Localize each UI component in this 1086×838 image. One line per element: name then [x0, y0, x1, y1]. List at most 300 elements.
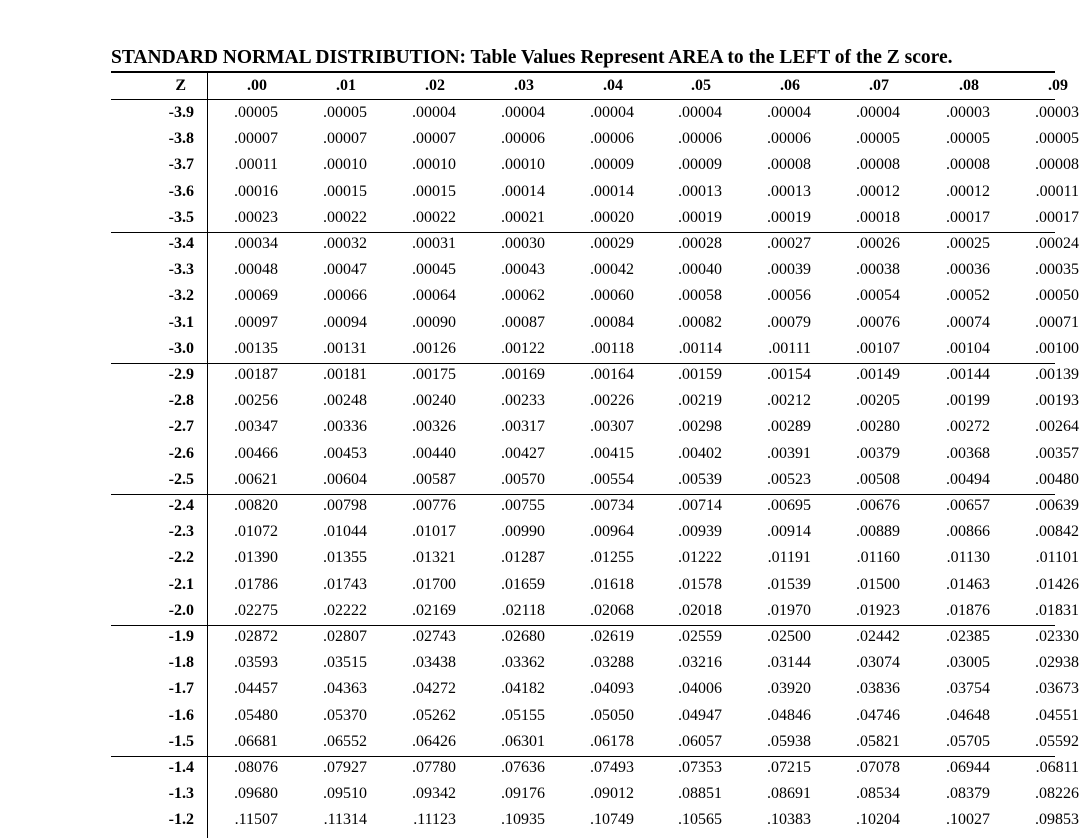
table-cell: .00040	[678, 261, 722, 279]
table-cell: .00298	[678, 418, 722, 436]
table-cell: .04457	[234, 680, 278, 698]
table-cell: .00003	[946, 104, 990, 121]
table-cell: .00914	[767, 523, 811, 541]
table-cell: .00005	[1035, 130, 1079, 148]
z-score-label: -1.8	[168, 654, 194, 672]
z-score-label: -2.3	[168, 523, 194, 541]
table-cell: .03754	[946, 680, 990, 698]
group-divider	[111, 363, 1055, 364]
table-cell: .01072	[234, 523, 278, 541]
table-cell: .00144	[946, 366, 990, 383]
table-cell: .00004	[590, 104, 634, 121]
table-cell: .00219	[678, 392, 722, 410]
table-cell: .00006	[678, 130, 722, 148]
table-cell: .00004	[767, 104, 811, 121]
table-cell: .00336	[323, 418, 367, 436]
table-cell: .09012	[590, 785, 634, 803]
table-cell: .00604	[323, 470, 367, 488]
table-cell: .02743	[412, 628, 456, 645]
table-cell: .00494	[946, 470, 990, 488]
table-cell: .02680	[501, 628, 545, 645]
table-cell: .00090	[412, 313, 456, 331]
table-cell: .10565	[678, 811, 722, 829]
table-cell: .00149	[856, 366, 900, 383]
table-cell: .00013	[767, 182, 811, 200]
z-score-label: -1.4	[168, 759, 194, 776]
table-cell: .06057	[678, 732, 722, 750]
table-cell: .00007	[234, 130, 278, 148]
table-cell: .00056	[767, 287, 811, 305]
table-cell: .00094	[323, 313, 367, 331]
z-score-label: -2.7	[168, 418, 194, 436]
group-divider	[111, 232, 1055, 233]
table-cell: .00009	[678, 156, 722, 174]
table-cell: .04006	[678, 680, 722, 698]
table-cell: .00289	[767, 418, 811, 436]
table-cell: .00169	[501, 366, 545, 383]
table-cell: .00317	[501, 418, 545, 436]
table-cell: .11507	[234, 811, 278, 829]
table-cell: .00135	[234, 339, 278, 357]
table-cell: .00889	[856, 523, 900, 541]
table-cell: .07636	[501, 759, 545, 776]
table-cell: .00005	[856, 130, 900, 148]
z-score-label: -2.2	[168, 549, 194, 567]
z-score-label: -3.2	[168, 287, 194, 305]
table-cell: .00010	[323, 156, 367, 174]
table-cell: .00017	[1035, 208, 1079, 226]
table-cell: .00126	[412, 339, 456, 357]
table-cell: .01700	[412, 575, 456, 593]
table-cell: .01539	[767, 575, 811, 593]
table-cell: .00015	[323, 182, 367, 200]
table-cell: .00104	[946, 339, 990, 357]
table-cell: .05050	[590, 706, 634, 724]
group-divider	[111, 625, 1055, 626]
table-cell: .00034	[234, 235, 278, 252]
table-cell: .00006	[501, 130, 545, 148]
table-cell: .06178	[590, 732, 634, 750]
table-cell: .03920	[767, 680, 811, 698]
z-score-label: -3.5	[168, 208, 194, 226]
table-cell: .01017	[412, 523, 456, 541]
table-cell: .04746	[856, 706, 900, 724]
table-cell: .00695	[767, 497, 811, 514]
table-cell: .00004	[856, 104, 900, 121]
table-cell: .00015	[412, 182, 456, 200]
table-cell: .09853	[1035, 811, 1079, 829]
table-cell: .01970	[767, 601, 811, 619]
table-cell: .06811	[1035, 759, 1079, 776]
table-cell: .00114	[678, 339, 722, 357]
table-cell: .00066	[323, 287, 367, 305]
table-cell: .02018	[678, 601, 722, 619]
table-cell: .00159	[678, 366, 722, 383]
table-cell: .05155	[501, 706, 545, 724]
table-cell: .00028	[678, 235, 722, 252]
table-cell: .08226	[1035, 785, 1079, 803]
table-cell: .01743	[323, 575, 367, 593]
table-cell: .00554	[590, 470, 634, 488]
table-cell: .01786	[234, 575, 278, 593]
table-cell: .00233	[501, 392, 545, 410]
table-cell: .04272	[412, 680, 456, 698]
table-cell: .00676	[856, 497, 900, 514]
table-cell: .01321	[412, 549, 456, 567]
table-cell: .00005	[323, 104, 367, 121]
table-cell: .05705	[946, 732, 990, 750]
table-cell: .00018	[856, 208, 900, 226]
table-cell: .00012	[856, 182, 900, 200]
table-cell: .02118	[501, 601, 545, 619]
column-header: .03	[514, 77, 534, 94]
table-cell: .11314	[323, 811, 367, 829]
column-header: .01	[336, 77, 356, 94]
table-cell: .10027	[946, 811, 990, 829]
table-cell: .01390	[234, 549, 278, 567]
table-cell: .00004	[678, 104, 722, 121]
table-cell: .02872	[234, 628, 278, 645]
table-cell: .00004	[412, 104, 456, 121]
table-cell: .01101	[1035, 549, 1079, 567]
table-cell: .07780	[412, 759, 456, 776]
table-cell: .01255	[590, 549, 634, 567]
column-header: .05	[691, 77, 711, 94]
table-cell: .00014	[590, 182, 634, 200]
table-cell: .10749	[590, 811, 634, 829]
table-cell: .00226	[590, 392, 634, 410]
table-cell: .00052	[946, 287, 990, 305]
z-score-label: -1.2	[168, 811, 194, 829]
table-cell: .03362	[501, 654, 545, 672]
table-cell: .01578	[678, 575, 722, 593]
table-cell: .04093	[590, 680, 634, 698]
table-cell: .03438	[412, 654, 456, 672]
table-cell: .06301	[501, 732, 545, 750]
table-cell: .00003	[1035, 104, 1079, 121]
table-cell: .00054	[856, 287, 900, 305]
table-cell: .00193	[1035, 392, 1079, 410]
table-cell: .04363	[323, 680, 367, 698]
table-cell: .00755	[501, 497, 545, 514]
table-cell: .00100	[1035, 339, 1079, 357]
table-cell: .04947	[678, 706, 722, 724]
table-cell: .00820	[234, 497, 278, 514]
table-cell: .02222	[323, 601, 367, 619]
table-cell: .04182	[501, 680, 545, 698]
table-cell: .00042	[590, 261, 634, 279]
table-cell: .00111	[768, 339, 811, 357]
table-cell: .03216	[678, 654, 722, 672]
table-cell: .00621	[234, 470, 278, 488]
table-cell: .01426	[1035, 575, 1079, 593]
column-header: .09	[1048, 77, 1068, 94]
table-cell: .03288	[590, 654, 634, 672]
table-cell: .04846	[767, 706, 811, 724]
table-cell: .00062	[501, 287, 545, 305]
table-cell: .01618	[590, 575, 634, 593]
table-cell: .00264	[1035, 418, 1079, 436]
table-cell: .00076	[856, 313, 900, 331]
table-cell: .06552	[323, 732, 367, 750]
table-cell: .08534	[856, 785, 900, 803]
table-cell: .00043	[501, 261, 545, 279]
table-cell: .05938	[767, 732, 811, 750]
table-cell: .00357	[1035, 444, 1079, 462]
z-score-label: -3.0	[168, 339, 194, 357]
table-cell: .06681	[234, 732, 278, 750]
table-cell: .00060	[590, 287, 634, 305]
table-cell: .09342	[412, 785, 456, 803]
table-cell: .00014	[501, 182, 545, 200]
table-cell: .00032	[323, 235, 367, 252]
table-cell: .00035	[1035, 261, 1079, 279]
z-column-header: Z	[175, 77, 186, 94]
table-cell: .00508	[856, 470, 900, 488]
table-cell: .05592	[1035, 732, 1079, 750]
table-cell: .07927	[323, 759, 367, 776]
table-cell: .01287	[501, 549, 545, 567]
table-cell: .00866	[946, 523, 990, 541]
table-cell: .01500	[856, 575, 900, 593]
table-cell: .03005	[946, 654, 990, 672]
column-header: .06	[780, 77, 800, 94]
table-cell: .00466	[234, 444, 278, 462]
table-cell: .00022	[412, 208, 456, 226]
table-title: STANDARD NORMAL DISTRIBUTION: Table Values Represent AREA to the LEFT of the Z score.	[111, 47, 953, 68]
z-score-label: -3.1	[168, 313, 194, 331]
table-cell: .00031	[412, 235, 456, 252]
table-cell: .00212	[767, 392, 811, 410]
table-cell: .10935	[501, 811, 545, 829]
table-cell: .00011	[1035, 182, 1079, 200]
table-cell: .02385	[946, 628, 990, 645]
table-cell: .03673	[1035, 680, 1079, 698]
table-cell: .00064	[412, 287, 456, 305]
table-cell: .00017	[946, 208, 990, 226]
table-cell: .00939	[678, 523, 722, 541]
z-score-label: -3.7	[168, 156, 194, 174]
table-cell: .01044	[323, 523, 367, 541]
table-cell: .00027	[767, 235, 811, 252]
table-cell: .00139	[1035, 366, 1079, 383]
table-cell: .00007	[323, 130, 367, 148]
table-cell: .01160	[856, 549, 900, 567]
table-cell: .08379	[946, 785, 990, 803]
table-cell: .00082	[678, 313, 722, 331]
table-cell: .09510	[323, 785, 367, 803]
header-rule	[111, 99, 1055, 100]
table-cell: .07353	[678, 759, 722, 776]
table-cell: .00368	[946, 444, 990, 462]
table-cell: .02068	[590, 601, 634, 619]
table-cell: .01463	[946, 575, 990, 593]
z-score-label: -1.3	[168, 785, 194, 803]
table-cell: .00011	[234, 156, 278, 174]
table-cell: .00776	[412, 497, 456, 514]
table-cell: .00131	[323, 339, 367, 357]
z-score-label: -2.1	[168, 575, 194, 593]
column-header: .08	[959, 77, 979, 94]
table-cell: .00256	[234, 392, 278, 410]
z-score-label: -3.4	[168, 235, 194, 252]
table-cell: .00964	[590, 523, 634, 541]
table-cell: .00012	[946, 182, 990, 200]
column-header: .07	[869, 77, 889, 94]
table-cell: .06426	[412, 732, 456, 750]
table-cell: .05262	[412, 706, 456, 724]
table-cell: .00118	[590, 339, 634, 357]
table-cell: .00005	[234, 104, 278, 121]
table-cell: .00326	[412, 418, 456, 436]
table-cell: .00154	[767, 366, 811, 383]
table-cell: .06944	[946, 759, 990, 776]
table-cell: .00570	[501, 470, 545, 488]
table-cell: .02619	[590, 628, 634, 645]
table-cell: .00005	[946, 130, 990, 148]
table-cell: .01191	[767, 549, 811, 567]
table-cell: .00008	[946, 156, 990, 174]
z-score-label: -2.9	[168, 366, 194, 383]
table-cell: .00402	[678, 444, 722, 462]
table-cell: .00087	[501, 313, 545, 331]
table-cell: .00307	[590, 418, 634, 436]
table-cell: .00006	[767, 130, 811, 148]
z-score-label: -3.6	[168, 182, 194, 200]
table-cell: .00006	[590, 130, 634, 148]
table-cell: .00205	[856, 392, 900, 410]
table-cell: .08076	[234, 759, 278, 776]
table-cell: .00013	[678, 182, 722, 200]
table-cell: .09680	[234, 785, 278, 803]
z-score-label: -2.8	[168, 392, 194, 410]
table-cell: .00587	[412, 470, 456, 488]
table-cell: .00734	[590, 497, 634, 514]
table-cell: .00842	[1035, 523, 1079, 541]
table-cell: .04648	[946, 706, 990, 724]
table-cell: .07493	[590, 759, 634, 776]
table-cell: .02275	[234, 601, 278, 619]
table-cell: .00039	[767, 261, 811, 279]
table-cell: .00050	[1035, 287, 1079, 305]
table-cell: .00009	[590, 156, 634, 174]
table-cell: .03144	[767, 654, 811, 672]
table-cell: .02442	[856, 628, 900, 645]
table-cell: .10383	[767, 811, 811, 829]
table-cell: .00639	[1035, 497, 1079, 514]
table-cell: .01923	[856, 601, 900, 619]
table-cell: .00539	[678, 470, 722, 488]
table-cell: .00058	[678, 287, 722, 305]
table-cell: .00074	[946, 313, 990, 331]
table-cell: .02330	[1035, 628, 1079, 645]
table-cell: .00010	[412, 156, 456, 174]
table-cell: .00008	[856, 156, 900, 174]
table-cell: .08851	[678, 785, 722, 803]
table-cell: .02169	[412, 601, 456, 619]
table-cell: .00199	[946, 392, 990, 410]
table-cell: .00107	[856, 339, 900, 357]
table-cell: .00030	[501, 235, 545, 252]
table-cell: .00440	[412, 444, 456, 462]
z-score-label: -2.5	[168, 470, 194, 488]
table-cell: .07215	[767, 759, 811, 776]
table-cell: .02559	[678, 628, 722, 645]
table-cell: .03836	[856, 680, 900, 698]
table-cell: .01355	[323, 549, 367, 567]
group-divider	[111, 494, 1055, 495]
z-score-label: -1.7	[168, 680, 194, 698]
table-cell: .00020	[590, 208, 634, 226]
table-cell: .08691	[767, 785, 811, 803]
table-cell: .00023	[234, 208, 278, 226]
table-cell: .01659	[501, 575, 545, 593]
table-cell: .03515	[323, 654, 367, 672]
table-cell: .00084	[590, 313, 634, 331]
table-cell: .00187	[234, 366, 278, 383]
table-cell: .00025	[946, 235, 990, 252]
table-cell: .00007	[412, 130, 456, 148]
table-cell: .00122	[501, 339, 545, 357]
z-score-label: -2.4	[168, 497, 194, 514]
table-cell: .03593	[234, 654, 278, 672]
table-cell: .00019	[767, 208, 811, 226]
table-cell: .00990	[501, 523, 545, 541]
table-cell: .00026	[856, 235, 900, 252]
table-cell: .00024	[1035, 235, 1079, 252]
table-cell: .00029	[590, 235, 634, 252]
group-divider	[111, 756, 1055, 757]
table-cell: .00047	[323, 261, 367, 279]
table-cell: .00008	[1035, 156, 1079, 174]
table-cell: .05370	[323, 706, 367, 724]
z-score-label: -3.3	[168, 261, 194, 279]
table-cell: .00071	[1035, 313, 1079, 331]
table-cell: .01876	[946, 601, 990, 619]
table-cell: .00048	[234, 261, 278, 279]
table-cell: .03074	[856, 654, 900, 672]
table-cell: .00021	[501, 208, 545, 226]
table-cell: .00657	[946, 497, 990, 514]
table-cell: .00453	[323, 444, 367, 462]
table-cell: .05821	[856, 732, 900, 750]
table-cell: .00079	[767, 313, 811, 331]
z-score-label: -1.6	[168, 706, 194, 724]
table-cell: .02500	[767, 628, 811, 645]
z-score-label: -3.8	[168, 130, 194, 148]
table-cell: .00010	[501, 156, 545, 174]
table-cell: .00427	[501, 444, 545, 462]
table-cell: .00272	[946, 418, 990, 436]
table-cell: .00004	[501, 104, 545, 121]
table-cell: .02807	[323, 628, 367, 645]
table-cell: .00181	[323, 366, 367, 383]
table-cell: .07078	[856, 759, 900, 776]
table-cell: .01130	[946, 549, 990, 567]
column-header: .02	[425, 77, 445, 94]
table-cell: .00038	[856, 261, 900, 279]
table-cell: .00069	[234, 287, 278, 305]
table-cell: .00036	[946, 261, 990, 279]
table-cell: .00379	[856, 444, 900, 462]
table-cell: .00019	[678, 208, 722, 226]
table-cell: .00022	[323, 208, 367, 226]
table-cell: .00240	[412, 392, 456, 410]
table-cell: .00045	[412, 261, 456, 279]
table-cell: .00347	[234, 418, 278, 436]
table-cell: .00280	[856, 418, 900, 436]
table-cell: .00097	[234, 313, 278, 331]
